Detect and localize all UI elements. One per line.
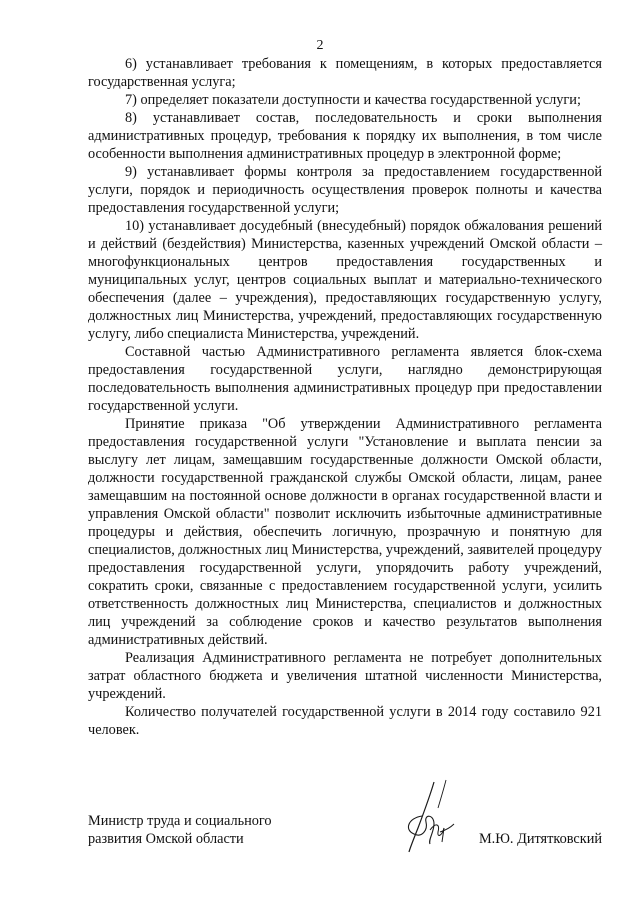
handwritten-signature (400, 778, 460, 858)
signatory-position-line-1: Министр труда и социального (88, 813, 272, 829)
signatory-name: М.Ю. Дитятковский (478, 831, 602, 847)
paragraph-item-6: 6) устанавливает требования к помещениям, в которых предоставляется государственная услуга; (88, 56, 602, 90)
paragraph-block-scheme: Составной частью Административного регламента является блок-схема предоставления государственной услуги, наглядно демонстрирующая последовательность выполнения административных процедур при предоставлении государственной услуги. (88, 344, 602, 414)
paragraph-item-8: 8) устанавливает состав, последовательность и сроки выполнения административных процедур, требования к порядку их выполнения, в том числе особенности выполнения административных процедур в электронной форме; (88, 110, 602, 162)
paragraph-item-9: 9) устанавливает формы контроля за предоставлением государственной услуги, порядок и периодичность осуществления проверок полноты и качества предоставления государственной услуги; (88, 164, 602, 216)
signature-block (88, 812, 602, 872)
signatory-position-line-2: развития Омской области (88, 831, 244, 847)
page-number: 2 (316, 38, 324, 53)
paragraph-item-10: 10) устанавливает досудебный (внесудебный) порядок обжалования решений и действий (бездействия) Министерства, казенных учреждений Омской области – многофункциональных центров предоставления государственных и муниципальных услуг, центров социальных выплат и материально-технического обеспечения (далее – учреждения), предоставляющих государственную услугу, должностных лиц Министерства, учреждений, предоставляющих государственную услугу, либо специалиста Министерства, учреждений. (88, 218, 602, 342)
paragraph-recipients-count: Количество получателей государственной услуги в 2014 году составило 921 человек. (88, 704, 602, 738)
document-body (88, 55, 602, 739)
paragraph-item-7: 7) определяет показатели доступности и качества государственной услуги; (125, 92, 581, 108)
paragraph-budget: Реализация Административного регламента не потребует дополнительных затрат областного бюджета и увеличения штатной численности Министерства, учреждений. (88, 650, 602, 702)
paragraph-order-adoption: Принятие приказа "Об утверждении Административного регламента предоставления государственной услуги "Установление и выплата пенсии за выслугу лет лицам, замещавшим государственные должности Омской области, должности государственной гражданской службы Омской области, лицам, ранее замещавшим на постоянной основе должности в органах государственной власти и управления Омской области" позволит исключить избыточные административные процедуры и действия, обеспечить логичную, прозрачную и понятную для специалистов, должностных лиц Министерства, учреждений, заявителей процедуру предоставления государственной услуги, упорядочить работу учреждений, сократить сроки, связанные с предоставлением государственной услуги, усилить ответственность должностных лиц Министерства, специалистов и должностных лиц учреждений за соблюдение сроков и качество результатов выполнения административных действий. (88, 416, 602, 648)
signatory-position (88, 812, 272, 848)
